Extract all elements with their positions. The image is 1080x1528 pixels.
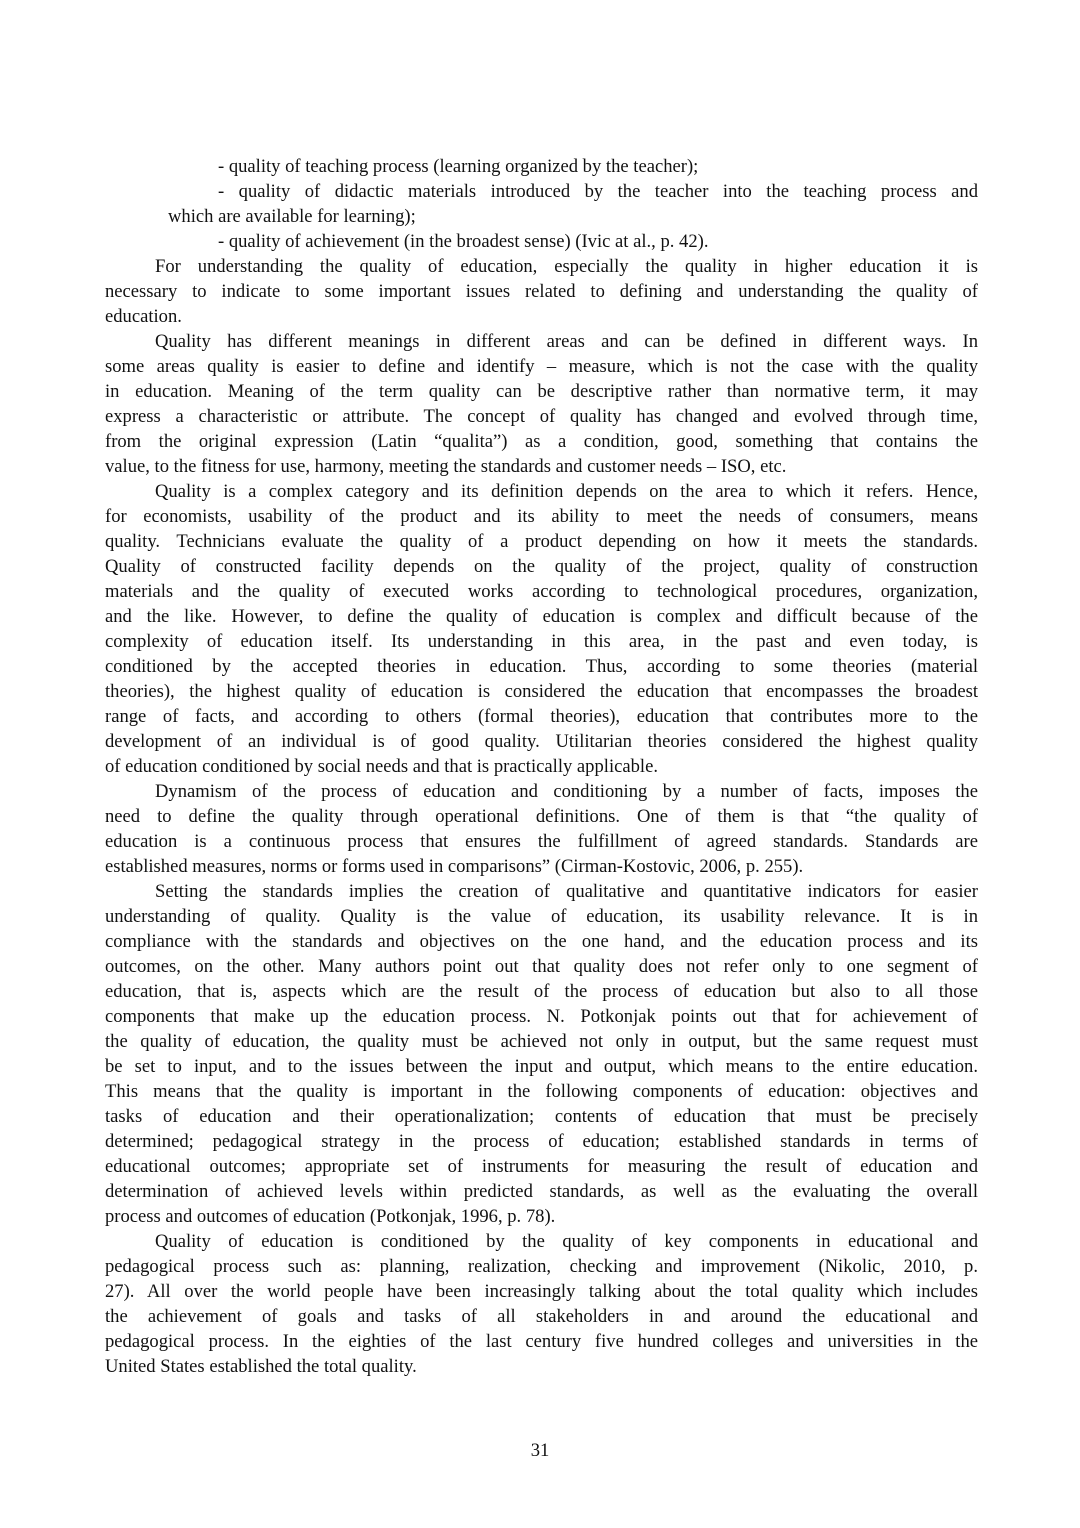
- paragraph-line: education, that is, aspects which are the result of the process of education but also to all those: [105, 981, 978, 1002]
- paragraph-line: need to define the quality through operational definitions. One of them is that “the quality of: [105, 806, 978, 827]
- paragraph-line: determined; pedagogical strategy in the process of education; established standards in terms of: [105, 1131, 978, 1152]
- paragraph-line: pedagogical process such as: planning, realization, checking and improvement (Nikolic, 2010, p.: [105, 1256, 978, 1277]
- paragraph-line: express a characteristic or attribute. The concept of quality has changed and evolved through time,: [105, 406, 978, 427]
- paragraph-line: the quality of education, the quality must be achieved not only in output, but the same request must: [105, 1031, 978, 1052]
- list-item-line: - quality of achievement (in the broadest sense) (Ivic at al., p. 42).: [218, 231, 709, 252]
- paragraph-line: and the like. However, to define the quality of education is complex and difficult because of the: [105, 606, 978, 627]
- paragraph-line: value, to the fitness for use, harmony, meeting the standards and customer needs – ISO, etc.: [105, 456, 787, 477]
- paragraph-line: outcomes, on the other. Many authors point out that quality does not refer only to one segment of: [105, 956, 978, 977]
- paragraph-line: the achievement of goals and tasks of all stakeholders in and around the educational and: [105, 1306, 978, 1327]
- paragraph-line: tasks of education and their operationalization; contents of education that must be precisely: [105, 1106, 978, 1127]
- list-item-line: - quality of teaching process (learning organized by the teacher);: [218, 156, 699, 177]
- page-body: [105, 154, 978, 1379]
- paragraph-line: This means that the quality is important in the following components of education: objectives and: [105, 1081, 978, 1102]
- paragraph-line: 27). All over the world people have been increasingly talking about the total quality which includes: [105, 1281, 978, 1302]
- paragraph-line: range of facts, and according to others (formal theories), education that contributes more to the: [105, 706, 978, 727]
- paragraph-line: education.: [105, 306, 182, 327]
- list-item-line: which are available for learning);: [168, 206, 416, 227]
- paragraph-line: complexity of education itself. Its understanding in this area, in the past and even today, is: [105, 631, 978, 652]
- paragraph-line: understanding of quality. Quality is the value of education, its usability relevance. It is in: [105, 906, 978, 927]
- body-paragraph: [105, 1229, 978, 1379]
- paragraph-line: from the original expression (Latin “qualita”) as a condition, good, something that contains the: [105, 431, 978, 452]
- paragraph-line: Quality of constructed facility depends on the quality of the project, quality of construction: [105, 556, 978, 577]
- body-paragraph: [105, 254, 978, 329]
- body-paragraph: [105, 779, 978, 879]
- paragraph-line: for economists, usability of the product and its ability to meet the needs of consumers, means: [105, 506, 978, 527]
- paragraph-line: education is a continuous process that ensures the fulfillment of agreed standards. Standards are: [105, 831, 978, 852]
- paragraph-line: established measures, norms or forms used in comparisons” (Cirman-Kostovic, 2006, p. 255).: [105, 856, 804, 877]
- body-paragraph: [105, 879, 978, 1229]
- paragraph-line: quality. Technicians evaluate the quality of a product depending on how it meets the standards.: [105, 531, 978, 552]
- paragraph-line: necessary to indicate to some important issues related to defining and understanding the quality of: [105, 281, 978, 302]
- paragraph-line: Setting the standards implies the creation of qualitative and quantitative indicators for easier: [155, 881, 978, 902]
- paragraph-line: compliance with the standards and objectives on the one hand, and the education process and its: [105, 931, 978, 952]
- paragraph-line: materials and the quality of executed works according to technological procedures, organization,: [105, 581, 978, 602]
- body-paragraph: [105, 329, 978, 479]
- paragraph-line: determination of achieved levels within predicted standards, as well as the evaluating the overall: [105, 1181, 978, 1202]
- paragraph-line: of education conditioned by social needs and that is practically applicable.: [105, 756, 658, 777]
- paragraph-line: development of an individual is of good quality. Utilitarian theories considered the highest quality: [105, 731, 978, 752]
- paragraph-line: process and outcomes of education (Potkonjak, 1996, p. 78).: [105, 1206, 556, 1227]
- quality-list: [105, 154, 978, 254]
- page-number: 31: [530, 1440, 550, 1461]
- paragraph-line: Quality has different meanings in different areas and can be defined in different ways. In: [155, 331, 978, 352]
- paragraph-line: educational outcomes; appropriate set of instruments for measuring the result of education and: [105, 1156, 978, 1177]
- paragraph-line: For understanding the quality of education, especially the quality in higher education it is: [155, 256, 978, 277]
- paragraph-line: Dynamism of the process of education and conditioning by a number of facts, imposes the: [155, 781, 978, 802]
- list-item-line: - quality of didactic materials introduced by the teacher into the teaching process and: [218, 181, 978, 202]
- paragraph-line: conditioned by the accepted theories in education. Thus, according to some theories (material: [105, 656, 978, 677]
- paragraph-line: in education. Meaning of the term quality can be descriptive rather than normative term, it may: [105, 381, 978, 402]
- paragraph-line: theories), the highest quality of education is considered the education that encompasses the broadest: [105, 681, 978, 702]
- paragraph-line: United States established the total quality.: [105, 1356, 417, 1377]
- paragraph-line: Quality is a complex category and its definition depends on the area to which it refers. Hence,: [155, 481, 978, 502]
- paragraph-line: some areas quality is easier to define and identify – measure, which is not the case with the quality: [105, 356, 978, 377]
- paragraph-line: pedagogical process. In the eighties of the last century five hundred colleges and universities in the: [105, 1331, 978, 1352]
- paragraph-line: components that make up the education process. N. Potkonjak points out that for achievement of: [105, 1006, 978, 1027]
- body-paragraph: [105, 479, 978, 779]
- paragraph-line: Quality of education is conditioned by the quality of key components in educational and: [155, 1231, 978, 1252]
- paragraph-line: be set to input, and to the issues between the input and output, which means to the entire education.: [105, 1056, 978, 1077]
